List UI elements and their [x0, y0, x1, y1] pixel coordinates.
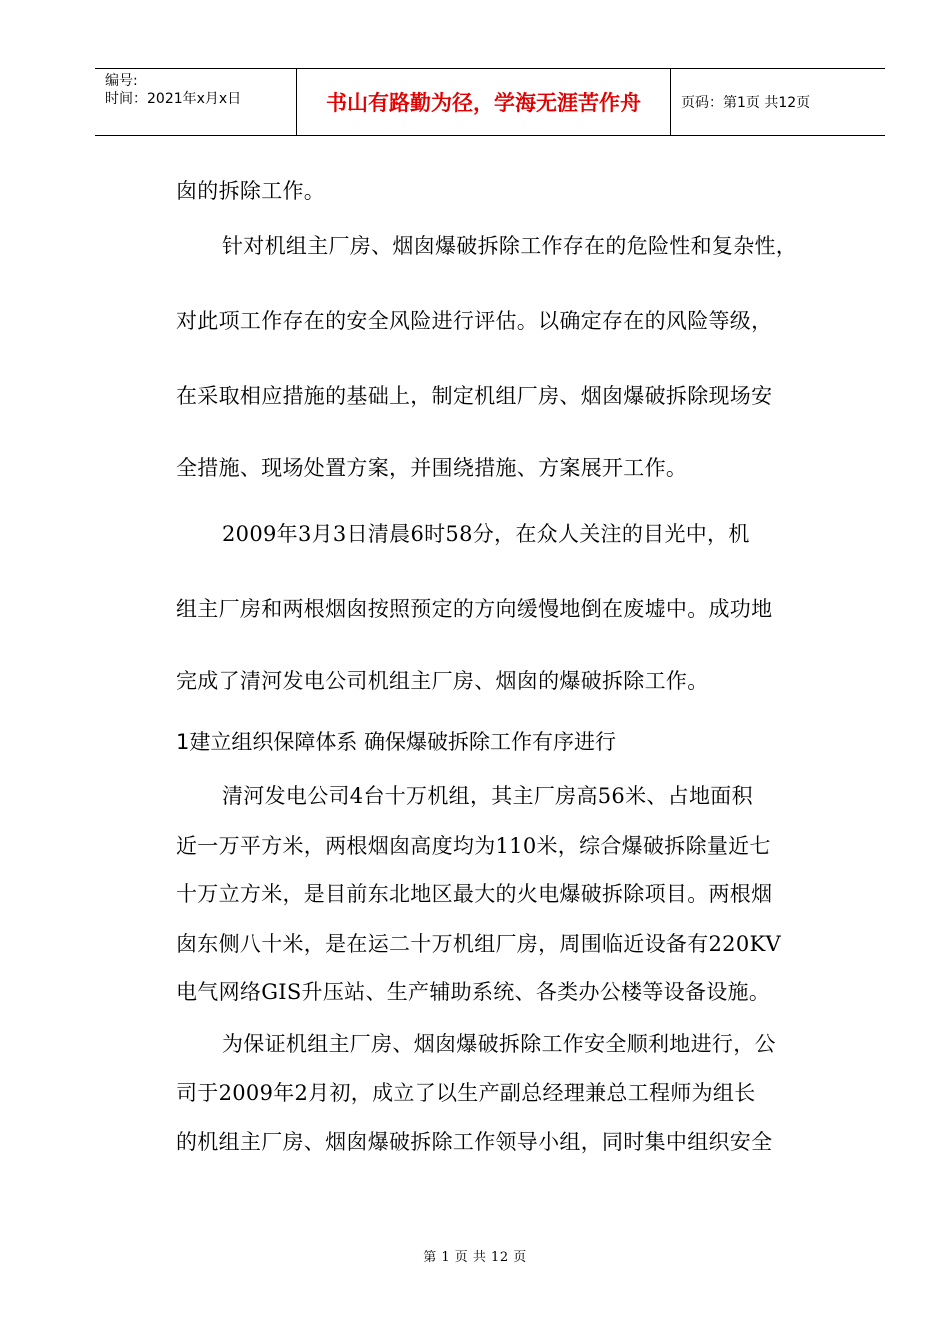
body-line: 清河发电公司4台十万机组，其主厂房高56米、占地面积	[222, 784, 753, 808]
header-meta	[95, 69, 297, 135]
body-line: 囱东侧八十米，是在运二十万机组厂房，周围临近设备有220KV	[176, 932, 781, 956]
body-line: 完成了清河发电公司机组主厂房、烟囱的爆破拆除工作。	[176, 669, 709, 693]
page-header	[95, 68, 885, 136]
body-line: 十万立方米，是目前东北地区最大的火电爆破拆除项目。两根烟	[176, 882, 773, 906]
section-heading: 1建立组织保障体系 确保爆破拆除工作有序进行	[176, 730, 617, 754]
number-label: 编号:	[105, 73, 138, 89]
body-line: 司于2009年2月初，成立了以生产副总经理兼总工程师为组长	[176, 1081, 756, 1105]
body-line: 对此项工作存在的安全风险进行评估。以确定存在的风险等级，	[176, 309, 773, 333]
header-motto: 书山有路勤为径，学海无涯苦作舟	[297, 69, 671, 135]
page-footer: 第 1 页 共 12 页	[423, 1250, 527, 1265]
body-line: 为保证机组主厂房、烟囱爆破拆除工作安全顺利地进行，公	[222, 1032, 776, 1056]
body-line: 囱的拆除工作。	[176, 179, 326, 203]
body-line: 针对机组主厂房、烟囱爆破拆除工作存在的危险性和复杂性，	[222, 234, 798, 258]
body-line: 的机组主厂房、烟囱爆破拆除工作领导小组，同时集中组织安全	[176, 1130, 773, 1154]
header-page-info: 页码：第1页 共12页	[681, 95, 811, 111]
body-line: 在采取相应措施的基础上，制定机组厂房、烟囱爆破拆除现场安	[176, 384, 773, 408]
body-line: 近一万平方米，两根烟囱高度均为110米，综合爆破拆除量近七	[176, 834, 771, 858]
body-line: 组主厂房和两根烟囱按照预定的方向缓慢地倒在废墟中。成功地	[176, 597, 773, 621]
body-line: 全措施、现场处置方案，并围绕措施、方案展开工作。	[176, 456, 688, 480]
body-line: 2009年3月3日清晨6时58分，在众人关注的目光中，机	[222, 522, 750, 546]
body-line: 电气网络GIS升压站、生产辅助系统、各类办公楼等设备设施。	[176, 980, 771, 1004]
time-label: 时间：2021年x月x日	[105, 91, 242, 107]
